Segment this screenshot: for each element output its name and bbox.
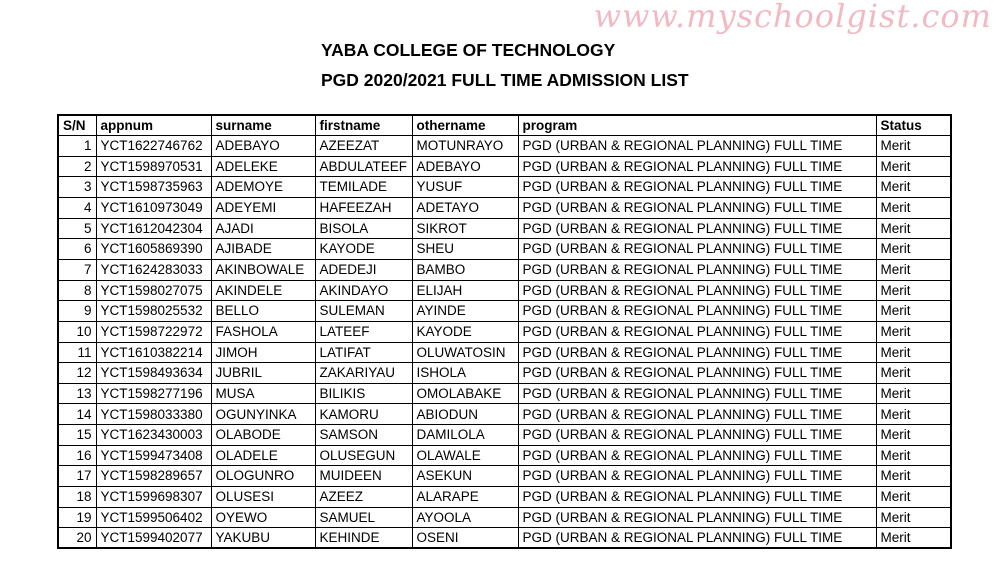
- cell-program: PGD (URBAN & REGIONAL PLANNING) FULL TIME: [518, 466, 876, 487]
- cell-sn: 6: [58, 239, 96, 260]
- cell-appnum: YCT1599402077: [96, 528, 211, 549]
- table-row: [58, 383, 951, 404]
- cell-surname: ADEMOYE: [211, 177, 315, 198]
- cell-firstname: AZEEZ: [315, 487, 412, 508]
- cell-surname: AKINBOWALE: [211, 259, 315, 280]
- cell-firstname: ZAKARIYAU: [315, 363, 412, 384]
- cell-sn: 5: [58, 218, 96, 239]
- cell-program: PGD (URBAN & REGIONAL PLANNING) FULL TIME: [518, 280, 876, 301]
- cell-surname: OGUNYINKA: [211, 404, 315, 425]
- admission-table: [57, 114, 952, 549]
- cell-othername: MOTUNRAYO: [412, 136, 518, 157]
- cell-othername: ASEKUN: [412, 466, 518, 487]
- cell-othername: AYINDE: [412, 301, 518, 322]
- page-title: [321, 35, 689, 95]
- table-row: [58, 198, 951, 219]
- cell-appnum: YCT1598735963: [96, 177, 211, 198]
- cell-surname: JUBRIL: [211, 363, 315, 384]
- cell-status: Merit: [876, 156, 951, 177]
- cell-status: Merit: [876, 177, 951, 198]
- cell-appnum: YCT1610973049: [96, 198, 211, 219]
- cell-appnum: YCT1605869390: [96, 239, 211, 260]
- cell-sn: 19: [58, 507, 96, 528]
- cell-surname: OLABODE: [211, 425, 315, 446]
- column-header-sn: S/N: [58, 115, 96, 136]
- cell-appnum: YCT1599698307: [96, 487, 211, 508]
- cell-othername: BAMBO: [412, 259, 518, 280]
- table-row: [58, 425, 951, 446]
- cell-status: Merit: [876, 239, 951, 260]
- cell-status: Merit: [876, 218, 951, 239]
- cell-firstname: MUIDEEN: [315, 466, 412, 487]
- watermark: www.myschoolgist.com: [593, 0, 992, 35]
- cell-surname: MUSA: [211, 383, 315, 404]
- cell-program: PGD (URBAN & REGIONAL PLANNING) FULL TIME: [518, 363, 876, 384]
- cell-program: PGD (URBAN & REGIONAL PLANNING) FULL TIME: [518, 301, 876, 322]
- cell-sn: 3: [58, 177, 96, 198]
- cell-surname: AJADI: [211, 218, 315, 239]
- cell-program: PGD (URBAN & REGIONAL PLANNING) FULL TIME: [518, 136, 876, 157]
- table-row: [58, 177, 951, 198]
- cell-status: Merit: [876, 445, 951, 466]
- cell-status: Merit: [876, 321, 951, 342]
- cell-status: Merit: [876, 487, 951, 508]
- cell-surname: OLOGUNRO: [211, 466, 315, 487]
- cell-firstname: ABDULATEEF: [315, 156, 412, 177]
- cell-program: PGD (URBAN & REGIONAL PLANNING) FULL TIME: [518, 259, 876, 280]
- cell-surname: JIMOH: [211, 342, 315, 363]
- cell-sn: 14: [58, 404, 96, 425]
- cell-status: Merit: [876, 259, 951, 280]
- cell-sn: 11: [58, 342, 96, 363]
- cell-sn: 7: [58, 259, 96, 280]
- cell-firstname: LATEEF: [315, 321, 412, 342]
- cell-firstname: AZEEZAT: [315, 136, 412, 157]
- cell-othername: ELIJAH: [412, 280, 518, 301]
- table-row: [58, 301, 951, 322]
- cell-othername: YUSUF: [412, 177, 518, 198]
- cell-appnum: YCT1623430003: [96, 425, 211, 446]
- cell-program: PGD (URBAN & REGIONAL PLANNING) FULL TIME: [518, 404, 876, 425]
- cell-othername: ISHOLA: [412, 363, 518, 384]
- cell-program: PGD (URBAN & REGIONAL PLANNING) FULL TIME: [518, 383, 876, 404]
- cell-appnum: YCT1598025532: [96, 301, 211, 322]
- cell-status: Merit: [876, 301, 951, 322]
- cell-firstname: KAYODE: [315, 239, 412, 260]
- cell-surname: ADELEKE: [211, 156, 315, 177]
- cell-program: PGD (URBAN & REGIONAL PLANNING) FULL TIME: [518, 507, 876, 528]
- cell-othername: OLAWALE: [412, 445, 518, 466]
- table-row: [58, 280, 951, 301]
- cell-status: Merit: [876, 342, 951, 363]
- column-header-appnum: appnum: [96, 115, 211, 136]
- cell-firstname: AKINDAYO: [315, 280, 412, 301]
- cell-appnum: YCT1598033380: [96, 404, 211, 425]
- cell-appnum: YCT1612042304: [96, 218, 211, 239]
- cell-surname: ADEBAYO: [211, 136, 315, 157]
- cell-sn: 10: [58, 321, 96, 342]
- cell-status: Merit: [876, 198, 951, 219]
- cell-sn: 15: [58, 425, 96, 446]
- cell-appnum: YCT1598722972: [96, 321, 211, 342]
- cell-status: Merit: [876, 280, 951, 301]
- cell-firstname: KEHINDE: [315, 528, 412, 549]
- table-row: [58, 342, 951, 363]
- table-row: [58, 321, 951, 342]
- cell-firstname: SAMUEL: [315, 507, 412, 528]
- cell-surname: OLUSESI: [211, 487, 315, 508]
- cell-sn: 12: [58, 363, 96, 384]
- cell-surname: BELLO: [211, 301, 315, 322]
- cell-surname: AJIBADE: [211, 239, 315, 260]
- cell-program: PGD (URBAN & REGIONAL PLANNING) FULL TIME: [518, 156, 876, 177]
- cell-othername: ADETAYO: [412, 198, 518, 219]
- cell-firstname: TEMILADE: [315, 177, 412, 198]
- cell-appnum: YCT1622746762: [96, 136, 211, 157]
- cell-sn: 8: [58, 280, 96, 301]
- cell-surname: ADEYEMI: [211, 198, 315, 219]
- cell-surname: OLADELE: [211, 445, 315, 466]
- cell-othername: ALARAPE: [412, 487, 518, 508]
- cell-sn: 2: [58, 156, 96, 177]
- table-row: [58, 363, 951, 384]
- table-row: [58, 156, 951, 177]
- table-row: [58, 259, 951, 280]
- cell-sn: 4: [58, 198, 96, 219]
- cell-appnum: YCT1598493634: [96, 363, 211, 384]
- cell-othername: SIKROT: [412, 218, 518, 239]
- table-row: [58, 218, 951, 239]
- table-row: [58, 528, 951, 549]
- cell-sn: 20: [58, 528, 96, 549]
- column-header-othername: othername: [412, 115, 518, 136]
- cell-status: Merit: [876, 466, 951, 487]
- column-header-surname: surname: [211, 115, 315, 136]
- cell-othername: ABIODUN: [412, 404, 518, 425]
- table-header-row: [58, 115, 951, 136]
- cell-sn: 16: [58, 445, 96, 466]
- column-header-program: program: [518, 115, 876, 136]
- cell-surname: FASHOLA: [211, 321, 315, 342]
- cell-program: PGD (URBAN & REGIONAL PLANNING) FULL TIME: [518, 487, 876, 508]
- cell-sn: 13: [58, 383, 96, 404]
- page-title-line2: PGD 2020/2021 FULL TIME ADMISSION LIST: [321, 70, 689, 90]
- cell-program: PGD (URBAN & REGIONAL PLANNING) FULL TIME: [518, 321, 876, 342]
- table-row: [58, 404, 951, 425]
- cell-appnum: YCT1598289657: [96, 466, 211, 487]
- cell-program: PGD (URBAN & REGIONAL PLANNING) FULL TIME: [518, 342, 876, 363]
- cell-othername: OSENI: [412, 528, 518, 549]
- cell-program: PGD (URBAN & REGIONAL PLANNING) FULL TIME: [518, 239, 876, 260]
- cell-appnum: YCT1624283033: [96, 259, 211, 280]
- cell-sn: 1: [58, 136, 96, 157]
- cell-status: Merit: [876, 363, 951, 384]
- cell-firstname: BILIKIS: [315, 383, 412, 404]
- cell-firstname: SAMSON: [315, 425, 412, 446]
- cell-program: PGD (URBAN & REGIONAL PLANNING) FULL TIME: [518, 198, 876, 219]
- cell-sn: 9: [58, 301, 96, 322]
- cell-firstname: KAMORU: [315, 404, 412, 425]
- cell-firstname: BISOLA: [315, 218, 412, 239]
- cell-status: Merit: [876, 404, 951, 425]
- cell-surname: OYEWO: [211, 507, 315, 528]
- cell-status: Merit: [876, 383, 951, 404]
- table-row: [58, 487, 951, 508]
- table-row: [58, 136, 951, 157]
- cell-sn: 17: [58, 466, 96, 487]
- cell-program: PGD (URBAN & REGIONAL PLANNING) FULL TIME: [518, 177, 876, 198]
- column-header-status: Status: [876, 115, 951, 136]
- table-row: [58, 466, 951, 487]
- table-row: [58, 239, 951, 260]
- cell-othername: AYOOLA: [412, 507, 518, 528]
- cell-program: PGD (URBAN & REGIONAL PLANNING) FULL TIME: [518, 445, 876, 466]
- cell-othername: ADEBAYO: [412, 156, 518, 177]
- column-header-firstname: firstname: [315, 115, 412, 136]
- cell-status: Merit: [876, 425, 951, 446]
- cell-appnum: YCT1598027075: [96, 280, 211, 301]
- cell-status: Merit: [876, 507, 951, 528]
- cell-firstname: SULEMAN: [315, 301, 412, 322]
- cell-appnum: YCT1599506402: [96, 507, 211, 528]
- cell-status: Merit: [876, 136, 951, 157]
- cell-appnum: YCT1598970531: [96, 156, 211, 177]
- cell-program: PGD (URBAN & REGIONAL PLANNING) FULL TIME: [518, 528, 876, 549]
- cell-appnum: YCT1599473408: [96, 445, 211, 466]
- cell-othername: OLUWATOSIN: [412, 342, 518, 363]
- cell-othername: OMOLABAKE: [412, 383, 518, 404]
- cell-othername: SHEU: [412, 239, 518, 260]
- cell-firstname: LATIFAT: [315, 342, 412, 363]
- cell-appnum: YCT1598277196: [96, 383, 211, 404]
- table-row: [58, 507, 951, 528]
- cell-status: Merit: [876, 528, 951, 549]
- cell-program: PGD (URBAN & REGIONAL PLANNING) FULL TIME: [518, 425, 876, 446]
- cell-othername: DAMILOLA: [412, 425, 518, 446]
- cell-firstname: OLUSEGUN: [315, 445, 412, 466]
- cell-surname: AKINDELE: [211, 280, 315, 301]
- cell-othername: KAYODE: [412, 321, 518, 342]
- cell-program: PGD (URBAN & REGIONAL PLANNING) FULL TIME: [518, 218, 876, 239]
- page-title-line1: YABA COLLEGE OF TECHNOLOGY: [321, 40, 616, 60]
- cell-firstname: ADEDEJI: [315, 259, 412, 280]
- cell-appnum: YCT1610382214: [96, 342, 211, 363]
- table-row: [58, 445, 951, 466]
- cell-sn: 18: [58, 487, 96, 508]
- cell-surname: YAKUBU: [211, 528, 315, 549]
- cell-firstname: HAFEEZAH: [315, 198, 412, 219]
